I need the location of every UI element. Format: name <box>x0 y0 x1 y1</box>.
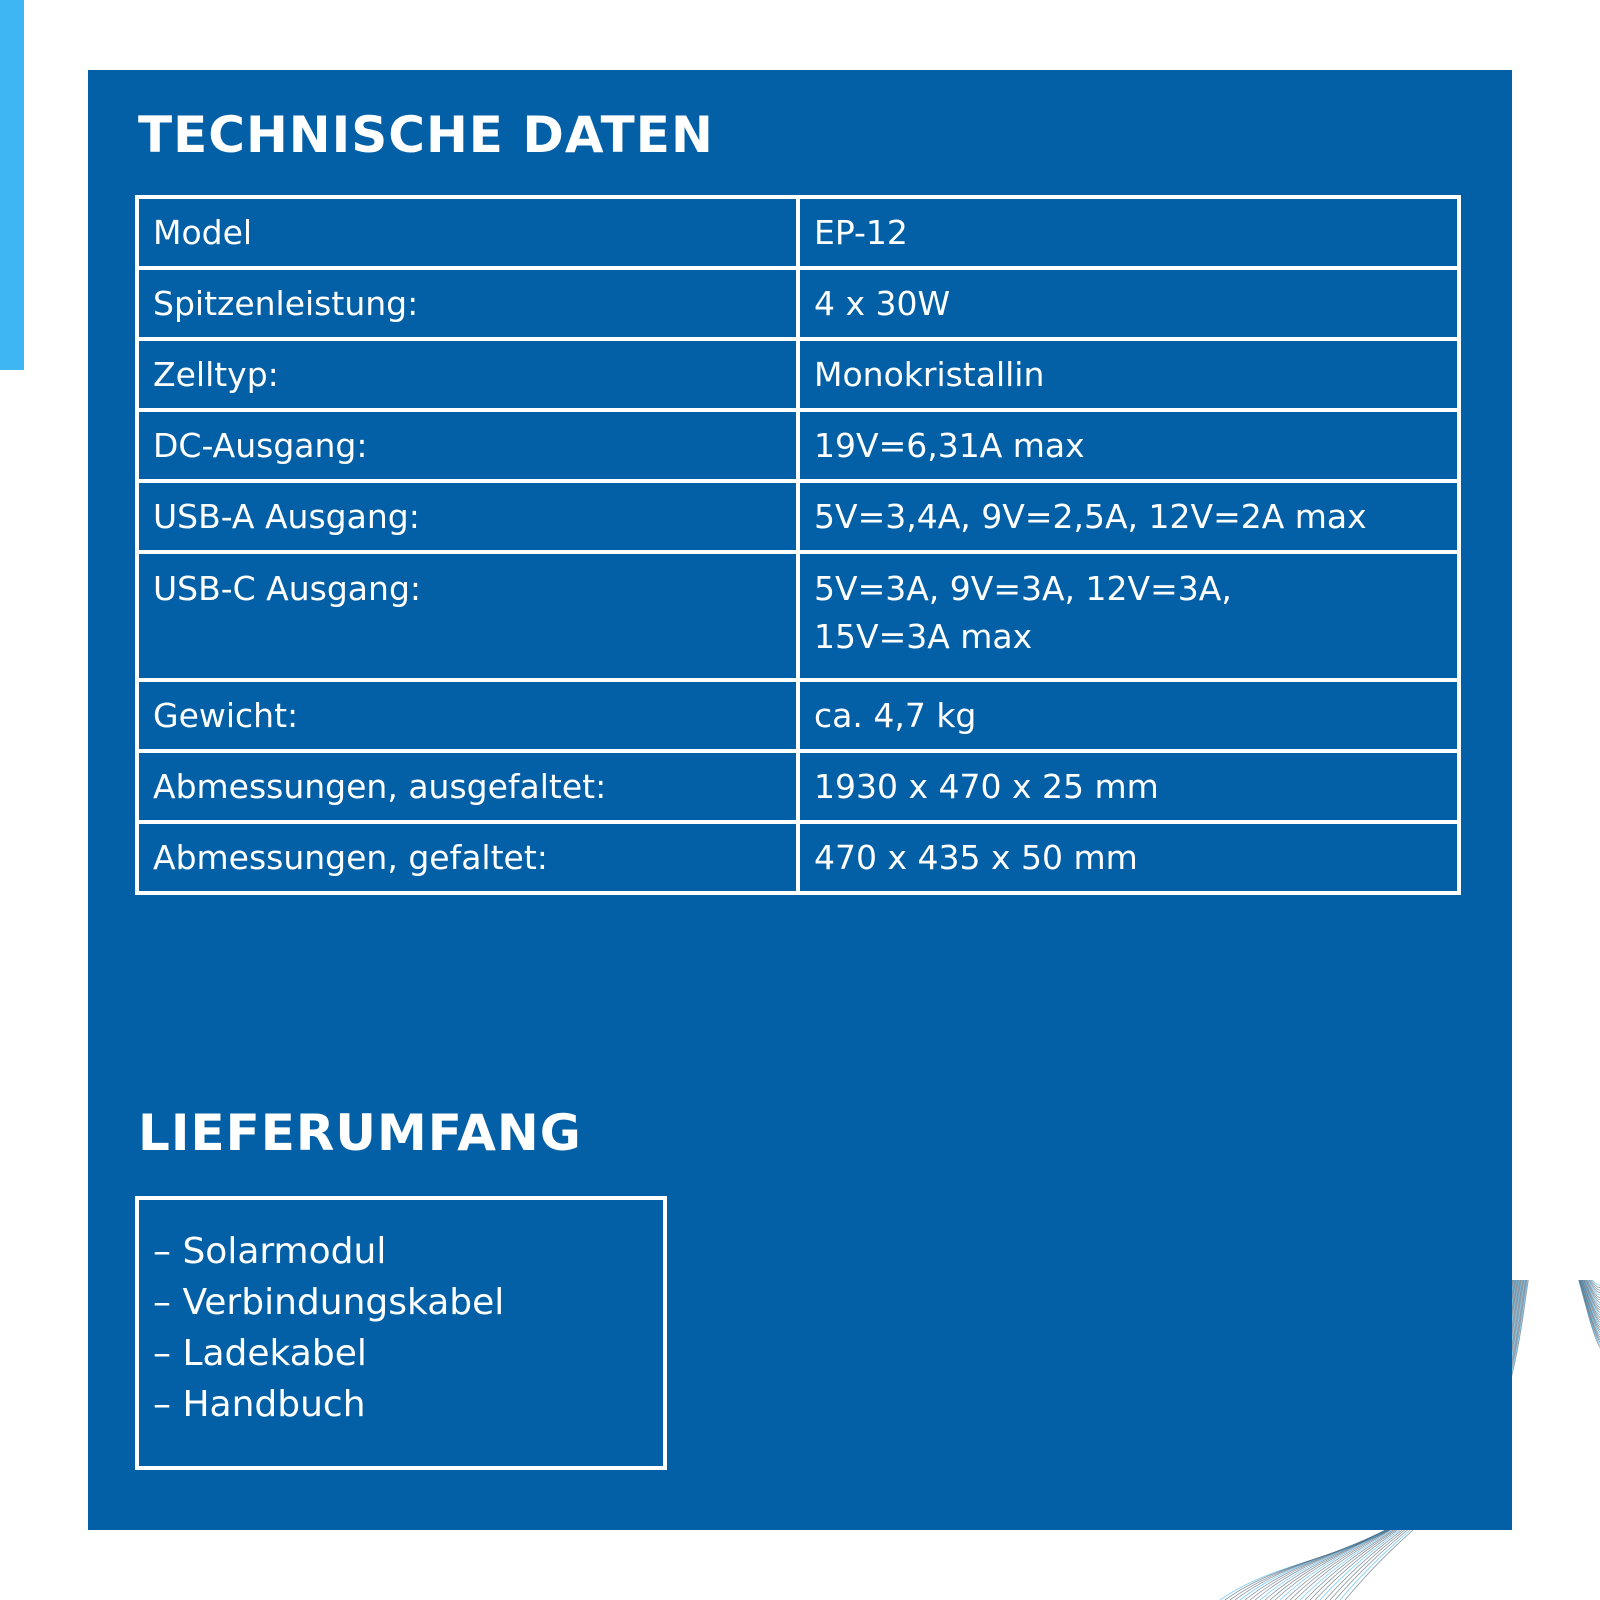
spec-value: 19V=6,31A max <box>798 410 1459 481</box>
spec-label: USB-A Ausgang: <box>137 481 798 552</box>
scope-title: LIEFERUMFANG <box>138 1104 582 1162</box>
table-row <box>137 481 1459 552</box>
scope-list <box>135 1196 667 1470</box>
specs-title: TECHNISCHE DATEN <box>138 106 714 164</box>
accent-bar <box>0 0 24 370</box>
spec-label: Abmessungen, gefaltet: <box>137 822 798 893</box>
spec-value-line: 5V=3A, 9V=3A, 12V=3A, <box>814 569 1232 608</box>
list-item: – Solarmodul <box>153 1231 387 1272</box>
table-row <box>137 268 1459 339</box>
list-item: – Handbuch <box>153 1384 366 1425</box>
spec-value: ca. 4,7 kg <box>798 680 1459 751</box>
spec-label: Zelltyp: <box>137 339 798 410</box>
table-row <box>137 339 1459 410</box>
table-row <box>137 680 1459 751</box>
table-row <box>137 751 1459 822</box>
spec-label: DC-Ausgang: <box>137 410 798 481</box>
spec-value: Monokristallin <box>798 339 1459 410</box>
spec-table <box>135 195 1461 895</box>
spec-label: Gewicht: <box>137 680 798 751</box>
spec-value: EP-12 <box>798 197 1459 268</box>
spec-value: 1930 x 470 x 25 mm <box>798 751 1459 822</box>
spec-label: Abmessungen, ausgefaltet: <box>137 751 798 822</box>
table-row <box>137 410 1459 481</box>
spec-value-line: 15V=3A max <box>814 617 1033 656</box>
spec-value: 4 x 30W <box>798 268 1459 339</box>
spec-label: USB-C Ausgang: <box>137 552 798 680</box>
table-row <box>137 822 1459 893</box>
spec-panel <box>88 70 1512 1530</box>
spec-value <box>798 552 1459 680</box>
list-item: – Ladekabel <box>153 1333 367 1374</box>
table-row <box>137 552 1459 680</box>
spec-value: 470 x 435 x 50 mm <box>798 822 1459 893</box>
spec-label: Spitzenleistung: <box>137 268 798 339</box>
table-row <box>137 197 1459 268</box>
list-item: – Verbindungskabel <box>153 1282 505 1323</box>
spec-value: 5V=3,4A, 9V=2,5A, 12V=2A max <box>798 481 1459 552</box>
spec-label: Model <box>137 197 798 268</box>
